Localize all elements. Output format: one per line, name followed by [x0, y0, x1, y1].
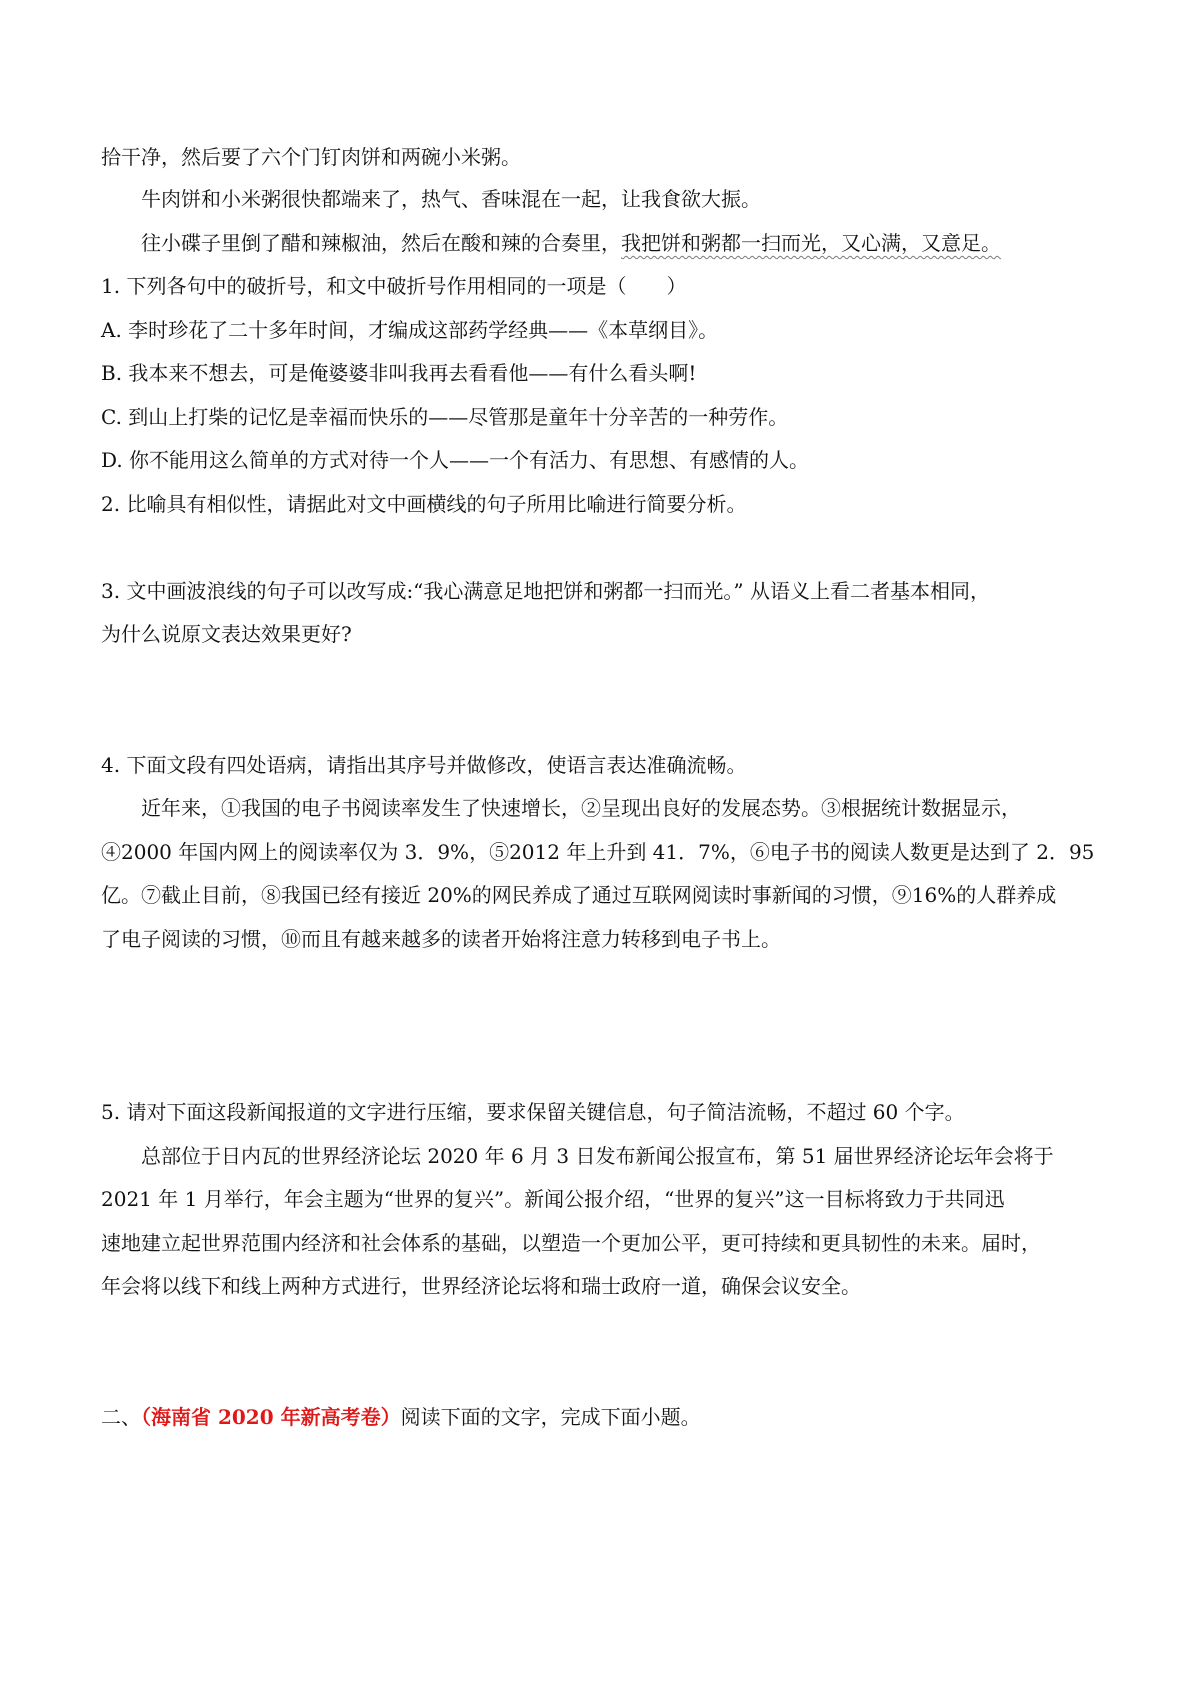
q3-line-1: 3. 文中画波浪线的句子可以改写成:“我心满意足地把饼和粥都一扫而光。” 从语义上看二者基本相同，: [101, 579, 990, 603]
passage-line-1: 拾干净，然后要了六个门钉肉饼和两碗小米粥。: [101, 145, 521, 169]
q5-text-line: 总部位于日内瓦的世界经济论坛 2020 年 6 月 3 日发布新闻公报宣布，第 51 届世界经济论坛年会将于: [141, 1144, 1054, 1168]
section-2-source: （海南省 2020 年新高考卷）: [141, 1405, 401, 1429]
section-2-heading: [101, 1403, 701, 1431]
q5-text-line: 速地建立起世界范围内经济和社会体系的基础，以塑造一个更加公平，更可持续和更具韧性的未来。届时，: [101, 1231, 1041, 1255]
q1-option-c: C. 到山上打柴的记忆是幸福而快乐的——尽管那是童年十分辛苦的一种劳作。: [101, 405, 789, 429]
q4-text-line: ④2000 年国内网上的阅读率仅为 3．9%，⑤2012 年上升到 41．7%，⑥电子书的阅读人数更是达到了 2．95: [101, 840, 1095, 864]
q5-text-line: 2021 年 1 月举行，年会主题为“世界的复兴”。新闻公报介绍，“世界的复兴”这一目标将致力于共同迅: [101, 1187, 1005, 1211]
section-2-instruction: 阅读下面的文字，完成下面小题。: [400, 1405, 701, 1429]
q2-stem: 2. 比喻具有相似性，请据此对文中画横线的句子所用比喻进行简要分析。: [101, 492, 747, 516]
q5-stem: 5. 请对下面这段新闻报道的文字进行压缩，要求保留关键信息，句子简洁流畅，不超过 60 个字。: [101, 1100, 965, 1124]
q4-text-line: 了电子阅读的习惯，⑩而且有越来越多的读者开始将注意力转移到电子书上。: [101, 927, 781, 951]
q4-text-line: 近年来，①我国的电子书阅读率发生了快速增长，②呈现出良好的发展态势。③根据统计数据显示，: [141, 796, 1021, 820]
q1-option-b: B. 我本来不想去，可是俺婆婆非叫我再去看看他——有什么看头啊!: [101, 361, 697, 385]
q4-text-line: 亿。⑦截止目前，⑧我国已经有接近 20%的网民养成了通过互联网阅读时事新闻的习惯，⑨16%的人群养成: [101, 883, 1057, 907]
q1-option-a: A. 李时珍花了二十多年时间，才编成这部药学经典——《本草纲目》。: [101, 318, 719, 342]
wavy-underlined-sentence: 我把饼和粥都一扫而光，又心满，又意足。: [621, 231, 1001, 255]
q1-option-d: D. 你不能用这么简单的方式对待一个人——一个有活力、有思想、有感情的人。: [101, 448, 810, 472]
section-2-prefix: 二、: [101, 1405, 141, 1429]
passage-line-2: 牛肉饼和小米粥很快都端来了，热气、香味混在一起，让我食欲大振。: [141, 187, 761, 211]
passage-line-3-plain: 往小碟子里倒了醋和辣椒油，然后在酸和辣的合奏里，: [141, 231, 621, 255]
q4-stem: 4. 下面文段有四处语病，请指出其序号并做修改，使语言表达准确流畅。: [101, 753, 747, 777]
q3-line-2: 为什么说原文表达效果更好?: [101, 622, 352, 646]
q5-text-line: 年会将以线下和线上两种方式进行，世界经济论坛将和瑞士政府一道，确保会议安全。: [101, 1274, 861, 1298]
q1-stem: 1. 下列各句中的破折号，和文中破折号作用相同的一项是（ ）: [101, 274, 687, 298]
passage-line-3: [141, 229, 1001, 257]
